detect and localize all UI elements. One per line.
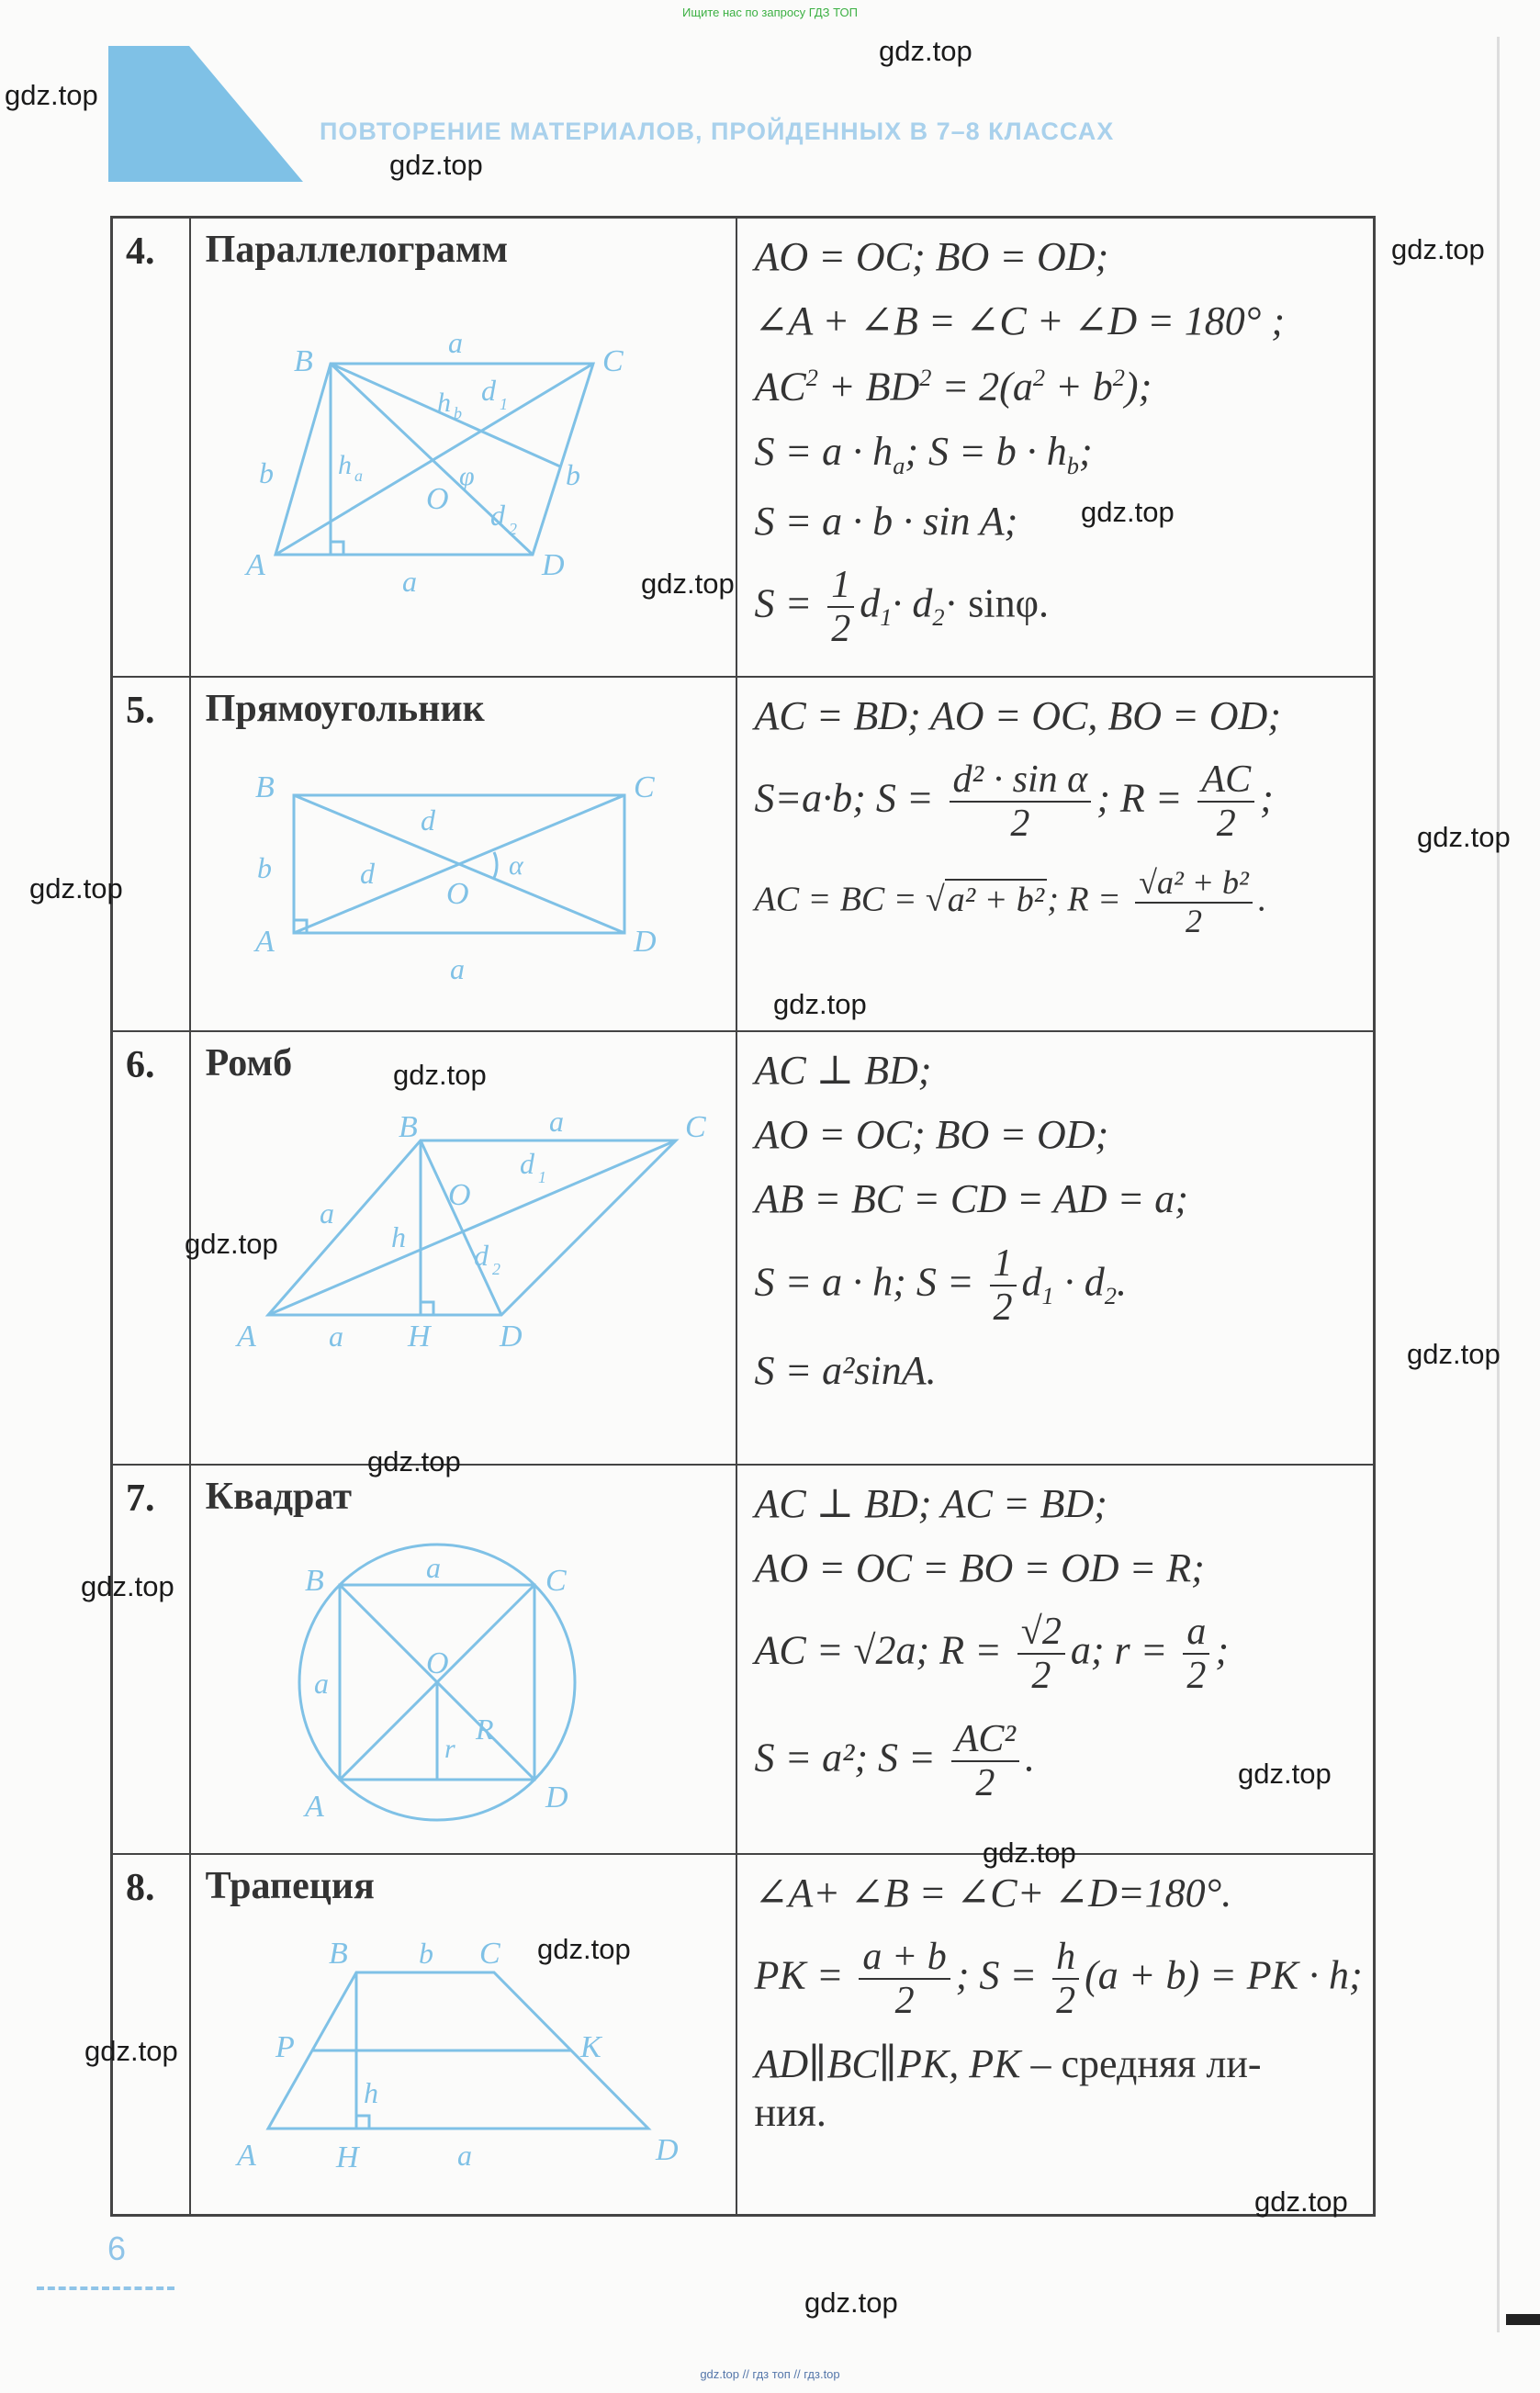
row-number: 5. — [112, 677, 190, 1031]
angle-phi: φ — [458, 461, 475, 491]
diagonal-d: d — [420, 803, 435, 837]
top-search-note[interactable]: Ищите нас по запросу ГДЗ ТОП — [682, 6, 858, 19]
formula-cell — [736, 218, 1374, 677]
watermark: gdz.top — [537, 1933, 631, 1965]
watermark: gdz.top — [1417, 821, 1511, 853]
side-b-right: b — [565, 458, 580, 491]
watermark: gdz.top — [389, 149, 483, 181]
rhombus-diagram — [191, 1085, 733, 1453]
watermark: gdz.top — [5, 79, 98, 111]
formula-line: ния. — [754, 2089, 826, 2135]
watermark: gdz.top — [1407, 1338, 1501, 1370]
formula-line: AC = BD; AO = OC, BO = OD; — [754, 692, 1281, 738]
figure-title: Прямоугольник — [205, 687, 485, 730]
center-O: O — [425, 1646, 449, 1680]
trapezoid-diagram — [191, 1908, 733, 2202]
base-a: a — [456, 2138, 472, 2172]
vertex-A: A — [254, 924, 275, 959]
formula-line: S = a · b · sin A; — [754, 498, 1018, 544]
watermark: gdz.top — [84, 2035, 178, 2067]
page-edge — [1497, 37, 1500, 2332]
formula-line: AC = √2a; R = $\frac{√2}{2}$ a; r = $\frac{a}{2}$ ; — [754, 1611, 1229, 1698]
formula-line: AB = BC = CD = AD = a; — [754, 1176, 1188, 1222]
vertex-D: D — [633, 924, 657, 959]
formula-line: AD∥BC∥PK, PK – средняя ли- — [754, 2041, 1262, 2087]
foot-H: H — [335, 2140, 359, 2174]
watermark: gdz.top — [983, 1837, 1076, 1869]
foot-H: H — [407, 1319, 431, 1354]
watermark: gdz.top — [879, 35, 972, 67]
vertex-D: D — [655, 2132, 679, 2167]
square-diagram — [191, 1519, 733, 1840]
page-edge-mark — [1506, 2314, 1540, 2325]
side-b-left: b — [258, 456, 274, 489]
diagonal-d1: d — [519, 1146, 534, 1180]
height-h: h — [363, 2075, 378, 2109]
formula-line: S = a²; S = $\frac{\text{AC²}}{2}$ . — [754, 1717, 1035, 1804]
table-row — [112, 1465, 1375, 1854]
page-number: 6 — [107, 2230, 127, 2267]
formula-line: $AC^2 + BD^2 = 2(a^2 + b^2)$; — [754, 363, 1152, 410]
vertex-D: D — [545, 1780, 568, 1814]
formula-table — [110, 216, 1376, 2217]
diagonal-d2: d — [473, 1238, 489, 1272]
page-header: ПОВТОРЕНИЕ МАТЕРИАЛОВ, ПРОЙДЕННЫХ В 7–8 КЛАССАХ — [320, 118, 1115, 145]
vertex-A: A — [304, 1789, 324, 1824]
diagonal-d: d — [359, 856, 375, 890]
radius-R: R — [475, 1712, 494, 1746]
table-row — [112, 1854, 1375, 2216]
figure-cell — [190, 677, 737, 1031]
formula-line: PK = $\frac{a + b}{2}$ ; S = $\frac{h}{2}$ (a + b) = PK · h; — [754, 1935, 1363, 2023]
watermark: gdz.top — [804, 2286, 898, 2319]
vertex-B: B — [328, 1936, 348, 1971]
vertex-A: A — [245, 548, 265, 582]
side-a-top: a — [447, 326, 463, 359]
table-row — [112, 1031, 1375, 1465]
vertex-C: C — [601, 344, 624, 378]
bottom-links[interactable]: gdz.top // гдз топ // гдз.top — [700, 2367, 840, 2381]
formula-line: AC = BC = √a² + b²; R = $\frac{\text{√a² + b²}}{2}$ . — [754, 864, 1267, 939]
point-P: P — [275, 2029, 295, 2064]
figure-title: Квадрат — [205, 1475, 352, 1518]
center-O: O — [447, 1177, 471, 1212]
figure-cell — [190, 1465, 737, 1854]
watermark: gdz.top — [185, 1228, 278, 1260]
side-a-top: a — [425, 1550, 441, 1584]
side-a-top: a — [548, 1104, 564, 1138]
row-number: 7. — [112, 1465, 190, 1854]
vertex-C: C — [478, 1936, 500, 1971]
formula-line: S = a²sinA. — [754, 1348, 937, 1394]
formula-line: S=a·b; S = $\frac{\text{d² · sin α}}{2}$ ; R = $\frac{AC}{2}$ ; — [754, 758, 1274, 846]
vertex-B: B — [304, 1563, 324, 1598]
row-number: 6. — [112, 1031, 190, 1465]
side-a: a — [449, 951, 465, 985]
figure-title: Ромб — [205, 1041, 293, 1084]
svg-text:a: a — [354, 466, 363, 485]
figure-cell — [190, 218, 737, 677]
watermark: gdz.top — [81, 1570, 174, 1602]
svg-text:2: 2 — [508, 520, 517, 538]
height-ha: h — [337, 450, 352, 480]
figure-title: Трапеция — [205, 1864, 375, 1907]
formula-line: ∠A + ∠B = ∠C + ∠D = 180° ; — [754, 298, 1286, 344]
vertex-C: C — [545, 1563, 567, 1598]
vertex-B: B — [254, 770, 275, 804]
formula-line: ∠A+ ∠B = ∠C+ ∠D=180°. — [754, 1870, 1232, 1916]
figure-title: Параллелограмм — [205, 229, 509, 271]
height-h: h — [390, 1219, 406, 1253]
watermark: gdz.top — [641, 567, 735, 600]
vertex-A: A — [236, 2138, 256, 2173]
formula-line: AO = OC; BO = OD; — [754, 1111, 1109, 1157]
vertex-C: C — [684, 1109, 706, 1144]
svg-text:1: 1 — [499, 395, 508, 413]
footer-dash — [37, 2286, 174, 2290]
formula-cell — [736, 1854, 1374, 2216]
svg-text:b: b — [453, 404, 462, 422]
height-hb: h — [436, 388, 451, 418]
side-a-left: a — [313, 1666, 329, 1700]
watermark: gdz.top — [773, 988, 867, 1020]
point-K: K — [579, 2029, 601, 2064]
vertex-D: D — [541, 548, 565, 582]
formula-cell — [736, 1465, 1374, 1854]
formula-line: $S = a \cdot h_a$; $S = b \cdot h_b$; — [754, 428, 1093, 479]
vertex-B: B — [293, 344, 313, 378]
formula-line: AC ⊥ BD; AC = BD; — [754, 1480, 1107, 1526]
table-row — [112, 677, 1375, 1031]
corner-decoration — [108, 46, 303, 182]
svg-text:1: 1 — [537, 1167, 546, 1186]
watermark: gdz.top — [1238, 1758, 1332, 1790]
center-O: O — [425, 482, 449, 516]
side-b: b — [256, 850, 272, 884]
angle-alpha: α — [508, 849, 523, 881]
row-number: 4. — [112, 218, 190, 677]
rectangle-diagram — [191, 731, 733, 1016]
svg-text:2: 2 — [491, 1259, 500, 1278]
diagonal-d1: d — [480, 374, 496, 407]
watermark: gdz.top — [1254, 2185, 1348, 2218]
formula-line: AO = OC; BO = OD; — [754, 234, 1109, 279]
diagonal-d2: d — [489, 499, 505, 532]
table-row — [112, 218, 1375, 677]
watermark: gdz.top — [1081, 496, 1175, 528]
vertex-D: D — [499, 1319, 523, 1354]
formula-line: S = a · h; S = $\frac{1}{2}$ $d_1 \cdot d_2$. — [754, 1241, 1127, 1329]
formula-cell — [736, 1031, 1374, 1465]
inradius-r: r — [444, 1733, 455, 1764]
row-number: 8. — [112, 1854, 190, 2216]
vertex-B: B — [398, 1109, 418, 1144]
formula-line: S = $\frac{1}{2}$ $d_1\cdot d_2\cdot \sin\varphi$. — [754, 564, 1049, 651]
watermark: gdz.top — [367, 1445, 461, 1477]
side-a-left: a — [319, 1196, 334, 1230]
vertex-A: A — [236, 1319, 256, 1354]
center-O: O — [445, 876, 469, 911]
side-a-bottom: a — [328, 1319, 343, 1353]
formula-line: AO = OC = BO = OD = R; — [754, 1545, 1205, 1590]
formula-cell — [736, 677, 1374, 1031]
base-b: b — [418, 1936, 433, 1970]
figure-cell — [190, 1854, 737, 2216]
vertex-C: C — [633, 770, 655, 804]
side-a-bottom: a — [401, 565, 417, 598]
watermark: gdz.top — [29, 872, 123, 904]
formula-line: AC ⊥ BD; — [754, 1047, 932, 1093]
watermark: gdz.top — [393, 1059, 487, 1091]
watermark: gdz.top — [1391, 233, 1485, 265]
